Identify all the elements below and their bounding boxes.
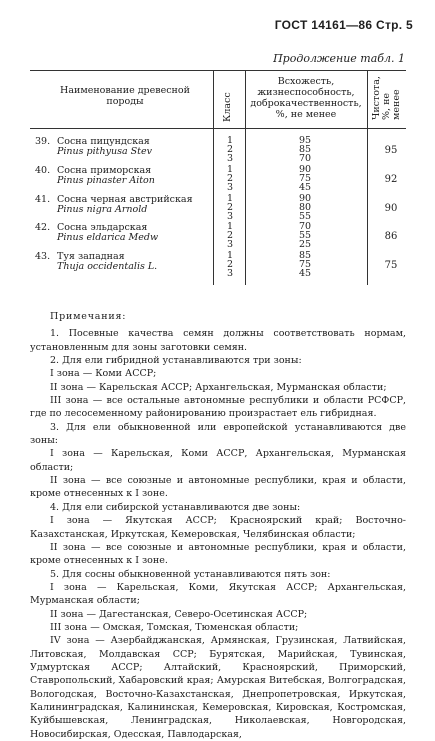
species-name-ru: Сосна черная австрийская	[57, 194, 193, 205]
purity-value: 90	[384, 203, 398, 214]
table-row	[0, 165, 435, 195]
table-top-rule	[30, 70, 406, 71]
note-paragraph: IV зона — Азербайджанская, Армянская, Грузинская, Латвийская, Литовская, Молдавская ССР; Бурятская, Марийская, Тувинская, Удмуртская АССР; Алтайский, Красноярский, Приморский, Ставропольский, Хабаровский края; Амурская Витебская, Волгоградская, Вологодская, Восточно-Казахстанская, Днепропетровская, Иркутская, Калининградская, Калининская, Кемеровская, Кировская, Костромская, Куйбышевская, Ленинградская, Николаевская, Новгородская, Новосибирская, Одесская, Павлодарская,	[30, 635, 406, 740]
note-paragraph: II зона — все союзные и автономные республики, края и области, кроме отнесенных к I зоне.	[30, 541, 406, 567]
row-number: 40.	[35, 165, 51, 176]
species-name-lat: Pinus eldarica Medw	[57, 232, 159, 243]
note-paragraph: 3. Для ели обыкновенной или европейской устанавливаются две зоны:	[30, 421, 406, 447]
row-number: 43.	[35, 251, 51, 262]
species-name-ru: Сосна пицундская	[57, 136, 150, 147]
purity-value: 95	[384, 145, 398, 156]
germination-values: 95 85 70	[298, 135, 312, 164]
purity-value: 92	[384, 174, 398, 185]
species-name-ru: Сосна эльдарская	[57, 222, 148, 233]
column-header-purity: Чистота, %, не менее	[371, 76, 402, 120]
species-name-lat: Pinus pinaster Aiton	[57, 175, 155, 186]
note-paragraph: 2. Для ели гибридной устанавливаются три зоны:	[50, 355, 302, 367]
note-paragraph: II зона — Дагестанская, Северо-Осетинская АССР;	[50, 608, 308, 620]
table-header-rule	[30, 128, 406, 129]
germination-values: 70 55 25	[298, 221, 312, 250]
page-header: ГОСТ 14161—86 Стр. 5	[274, 18, 413, 32]
note-paragraph: I зона — Коми АССР;	[50, 368, 157, 380]
table-row	[0, 222, 435, 252]
note-paragraph: I зона — Якутская АССР; Красноярский край; Восточно-Казахстанская, Иркутская, Кемеровская, Челябинская области;	[30, 515, 406, 540]
species-name-lat: Pinus nigra Arnold	[57, 204, 148, 215]
note-paragraph: I зона — Карельская, Коми, Якутская АССР; Архангельская, Мурманская области;	[30, 581, 406, 607]
note-paragraph: 1. Посевные качества семян должны соответствовать нормам, установленным для зоны заготовки семян.	[30, 328, 406, 353]
table-continuation-label: Продолжение табл. 1	[273, 52, 405, 65]
germination-values: 85 75 45	[298, 250, 312, 279]
note-paragraph: II зона — Карельская АССР; Архангельская, Мурманская области;	[50, 381, 387, 393]
note-paragraph: I зона — Карельская, Коми АССР, Архангельская, Мурманская области;	[30, 448, 406, 473]
row-number: 39.	[35, 136, 51, 147]
note-paragraph: 5. Для сосны обыкновенной устанавливаются пять зон:	[50, 568, 331, 580]
species-name-lat: Thuja occidentalis L.	[57, 261, 158, 272]
row-number: 42.	[35, 222, 51, 233]
note-paragraph: III зона — Омская, Томская, Тюменская области;	[50, 621, 299, 633]
table-row	[0, 194, 435, 224]
class-values: 1 2 3	[226, 221, 234, 250]
column-header-name: Наименование древесной породы	[60, 85, 190, 107]
table-row	[0, 136, 435, 166]
species-name-ru: Туя западная	[57, 251, 125, 262]
column-header-class: Класс	[222, 92, 233, 122]
column-header-germination: Всхожесть, жизнеспособность, доброкачественность, %, не менее	[250, 76, 362, 120]
purity-value: 75	[384, 260, 398, 271]
note-paragraph: III зона — все остальные автономные республики и области РСФСР, где по лесосеменному районированию произрастает ель гибридная.	[30, 395, 406, 420]
table-row	[0, 251, 435, 281]
class-values: 1 2 3	[226, 250, 234, 279]
class-values: 1 2 3	[226, 164, 234, 193]
row-number: 41.	[35, 194, 51, 205]
species-name-ru: Сосна приморская	[57, 165, 152, 176]
purity-value: 86	[384, 231, 398, 242]
notes-section	[30, 310, 406, 741]
germination-values: 90 75 45	[298, 164, 312, 193]
species-name-lat: Pinus pithyusa Stev	[57, 146, 152, 157]
notes-title: Примечания:	[50, 311, 127, 322]
germination-values: 90 80 55	[298, 193, 312, 222]
note-paragraph: 4. Для ели сибирской устанавливаются две зоны:	[50, 501, 301, 513]
note-paragraph: II зона — все союзные и автономные республики, края и области, кроме отнесенных к I зоне.	[30, 475, 406, 500]
class-values: 1 2 3	[226, 135, 234, 164]
class-values: 1 2 3	[226, 193, 234, 222]
